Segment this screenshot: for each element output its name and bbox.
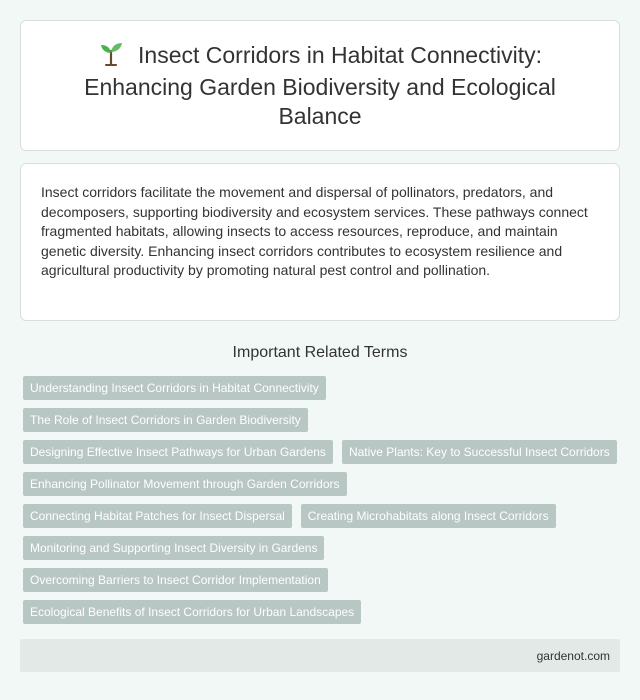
related-term-tag[interactable]: Understanding Insect Corridors in Habitat Connectivity: [23, 376, 326, 400]
related-term-tag[interactable]: Creating Microhabitats along Insect Corridors: [301, 504, 556, 528]
related-term-tag[interactable]: Monitoring and Supporting Insect Diversity in Gardens: [23, 536, 324, 560]
related-term-tag[interactable]: Native Plants: Key to Successful Insect Corridors: [342, 440, 617, 464]
related-term-tag[interactable]: Enhancing Pollinator Movement through Garden Corridors: [23, 472, 347, 496]
related-terms-list: [20, 376, 620, 624]
footer: [20, 639, 620, 672]
related-term-tag[interactable]: Designing Effective Insect Pathways for Urban Gardens: [23, 440, 333, 464]
intro-text: Insect corridors facilitate the movement and dispersal of pollinators, predators, and decomposers, supporting biodiversity and ecosystem services. These pathways connect fragmented habitats, allowing insects to access resources, reproduce, and maintain genetic diversity. Enhancing insect corridors contributes to ecosystem resilience and agricultural productivity by promoting natural pest control and pollination.: [41, 184, 588, 279]
related-term-tag[interactable]: Overcoming Barriers to Insect Corridor Implementation: [23, 568, 328, 592]
related-terms-heading: Important Related Terms: [232, 344, 408, 361]
footer-site: gardenot.com: [536, 648, 610, 663]
title-card: [20, 20, 620, 151]
intro-card: [20, 163, 620, 321]
seedling-icon: [98, 40, 124, 73]
related-term-tag[interactable]: Connecting Habitat Patches for Insect Dispersal: [23, 504, 292, 528]
page-title-text: Insect Corridors in Habitat Connectivity: Enhancing Garden Biodiversity and Ecological Balance: [84, 42, 556, 129]
related-term-tag[interactable]: The Role of Insect Corridors in Garden Biodiversity: [23, 408, 308, 432]
related-term-tag[interactable]: Ecological Benefits of Insect Corridors for Urban Landscapes: [23, 600, 361, 624]
page-title: [51, 40, 589, 131]
